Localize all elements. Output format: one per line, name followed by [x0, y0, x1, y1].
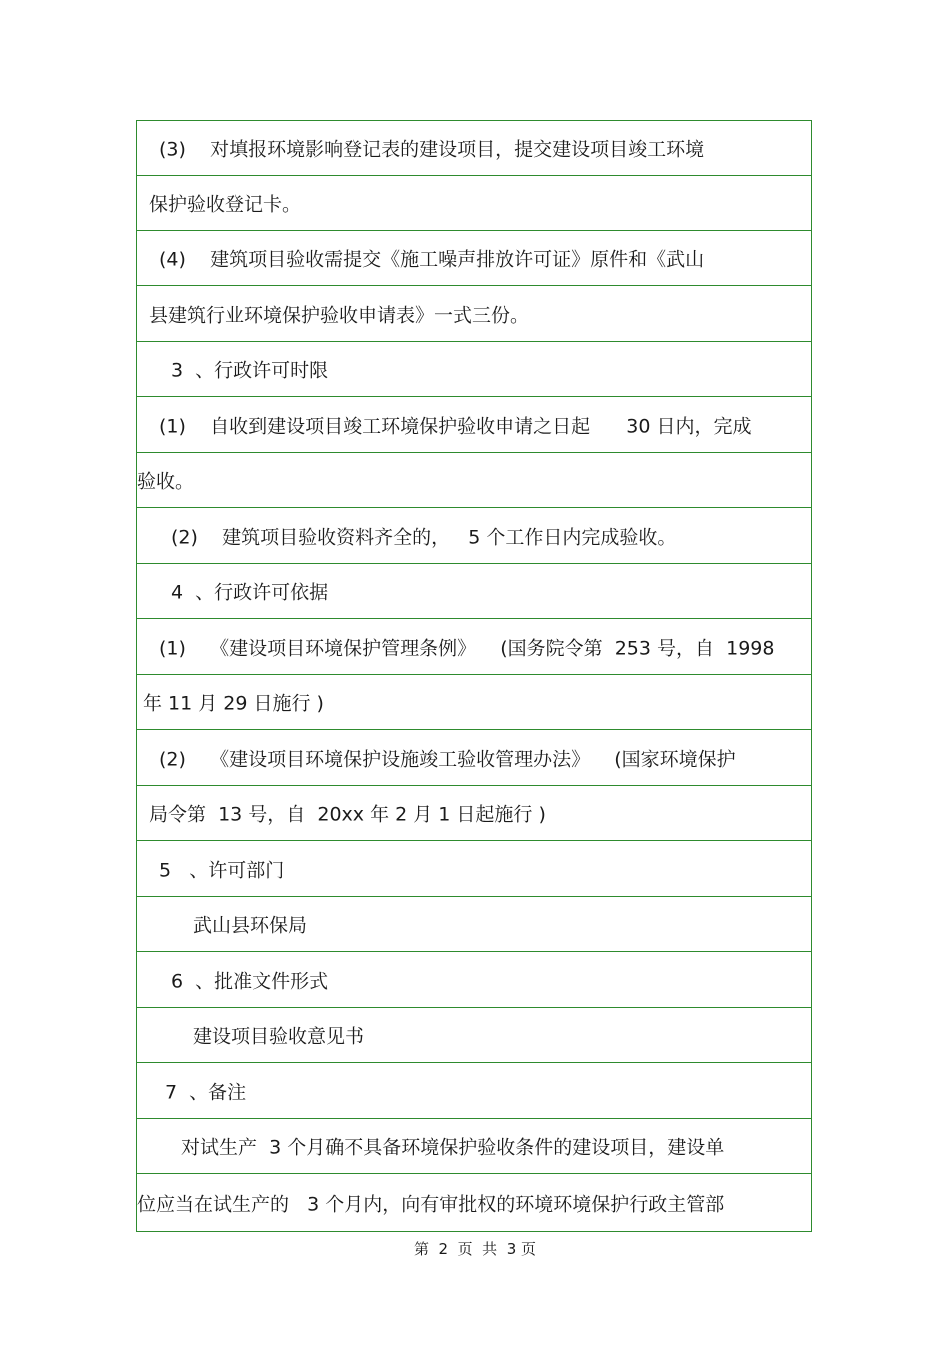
- row-text: (3) 对填报环境影响登记表的建设项目，提交建设项目竣工环境: [159, 138, 705, 161]
- table-row: [137, 287, 811, 342]
- row-text: 验收。: [137, 470, 195, 493]
- table-row: [137, 231, 811, 286]
- section-heading: 5 、许可部门: [159, 859, 285, 882]
- row-text: 保护验收登记卡。: [149, 193, 302, 216]
- table-row: [137, 842, 811, 897]
- row-text: (1) 自收到建设项目竣工环境保护验收申请之日起 30 日内，完成: [159, 415, 752, 438]
- section-heading: 6 、批准文件形式: [171, 970, 329, 993]
- row-text: (4) 建筑项目验收需提交《施工噪声排放许可证》原件和《武山: [159, 248, 705, 271]
- row-text: 对试生产 3 个月确不具备环境保护验收条件的建设项目，建设单: [181, 1136, 725, 1159]
- table-row: [137, 453, 811, 508]
- row-text: 武山县环保局: [193, 914, 308, 937]
- row-text: 位应当在试生产的 3 个月内，向有审批权的环境环境保护行政主管部: [137, 1193, 725, 1215]
- table-row: [137, 953, 811, 1008]
- table-row: [137, 1064, 811, 1119]
- row-text: 年 11 月 29 日施行 ): [143, 692, 324, 715]
- section-heading: 3 、行政许可时限: [171, 359, 329, 382]
- table-row: [137, 1119, 811, 1174]
- row-text: 县建筑行业环境保护验收申请表》一式三份。: [149, 304, 530, 327]
- section-heading: 7 、备注: [165, 1081, 247, 1104]
- row-text: 建设项目验收意见书: [193, 1025, 365, 1048]
- row-text: (2) 建筑项目验收资料齐全的， 5 个工作日内完成验收。: [171, 526, 677, 549]
- document-table: [136, 120, 812, 1232]
- table-row: [137, 1175, 811, 1230]
- row-text: (2) 《建设项目环境保护设施竣工验收管理办法》 (国家环境保护: [159, 748, 736, 771]
- table-row: [137, 1008, 811, 1063]
- table-row: [137, 897, 811, 952]
- table-row: [137, 342, 811, 397]
- table-row: [137, 731, 811, 786]
- table-row: [137, 509, 811, 564]
- table-row: [137, 786, 811, 841]
- table-row: [137, 398, 811, 453]
- table-row: [137, 620, 811, 675]
- table-row: [137, 121, 811, 176]
- table-row: [137, 176, 811, 231]
- table-row: [137, 675, 811, 730]
- section-heading: 4 、行政许可依据: [171, 581, 329, 604]
- table-row: [137, 564, 811, 619]
- page-footer: 第 2 页 共 3 页: [414, 1240, 536, 1258]
- row-text: (1) 《建设项目环境保护管理条例》 (国务院令第 253 号，自 1998: [159, 637, 775, 660]
- row-text: 局令第 13 号，自 20xx 年 2 月 1 日起施行 ): [149, 803, 546, 826]
